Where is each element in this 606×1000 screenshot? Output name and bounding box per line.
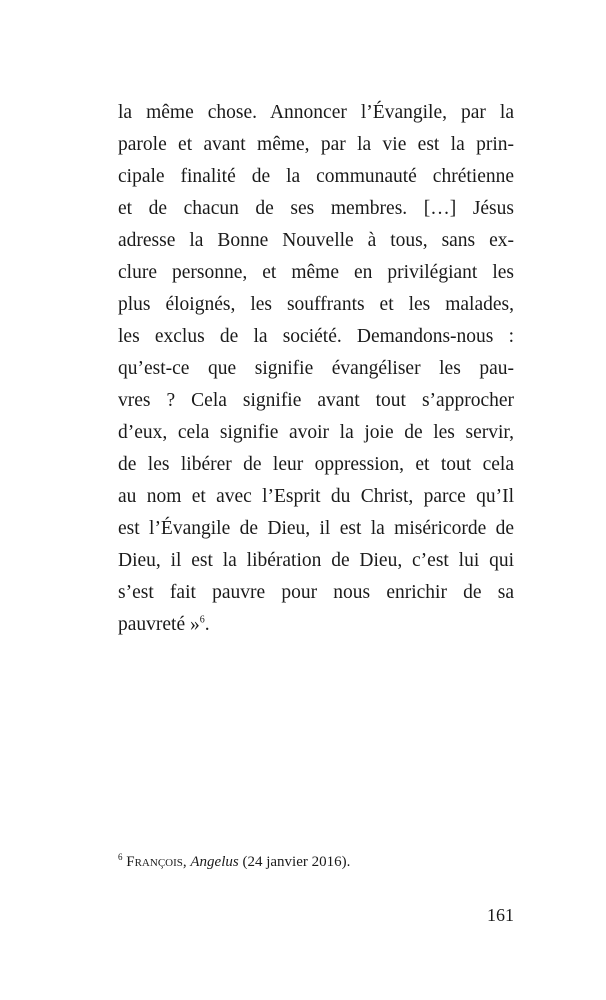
- text-line: qu’est-ce que signifie évangéliser les pau-: [118, 358, 514, 379]
- last-line-end: .: [204, 614, 210, 635]
- text-line: la même chose. Annoncer l’Évangile, par la: [118, 102, 514, 123]
- text-line: vres ? Cela signifie avant tout s’approcher: [118, 390, 514, 411]
- page-number: 161: [487, 905, 514, 925]
- text-line: parole et avant même, par la vie est la prin-: [118, 134, 514, 155]
- text-line: s’est fait pauvre pour nous enrichir de sa: [118, 582, 514, 603]
- text-line: de les libérer de leur oppression, et tout cela: [118, 454, 514, 475]
- footnote-date: (24 janvier 2016).: [238, 854, 351, 870]
- footnote-author: François: [126, 854, 183, 870]
- text-line: les exclus de la société. Demandons-nous :: [118, 326, 514, 347]
- footnote-title: Angelus: [190, 854, 239, 870]
- body-text: [118, 97, 514, 641]
- text-line: et de chacun de ses membres. […] Jésus: [118, 198, 514, 219]
- text-line: adresse la Bonne Nouvelle à tous, sans ex-: [118, 230, 514, 251]
- text-line: plus éloignés, les souffrants et les malades,: [118, 294, 514, 315]
- text-line: au nom et avec l’Esprit du Christ, parce qu’Il: [118, 486, 514, 507]
- footnote-reference[interactable]: 6: [199, 614, 205, 626]
- last-line-text: pauvreté »: [118, 614, 200, 635]
- text-line: est l’Évangile de Dieu, il est la miséricorde de: [118, 518, 514, 539]
- text-line: clure personne, et même en privilégiant les: [118, 262, 514, 283]
- text-line: cipale finalité de la communauté chrétienne: [118, 166, 514, 187]
- footnote-number: 6: [118, 852, 123, 862]
- text-line: Dieu, il est la libération de Dieu, c’est lui qui: [118, 550, 514, 571]
- footnote: $^6$ François, Angelus (24 janvier 2016).: [118, 852, 351, 870]
- text-line: d’eux, cela signifie avoir la joie de les servir,: [118, 422, 514, 443]
- text-line-last: [118, 609, 514, 641]
